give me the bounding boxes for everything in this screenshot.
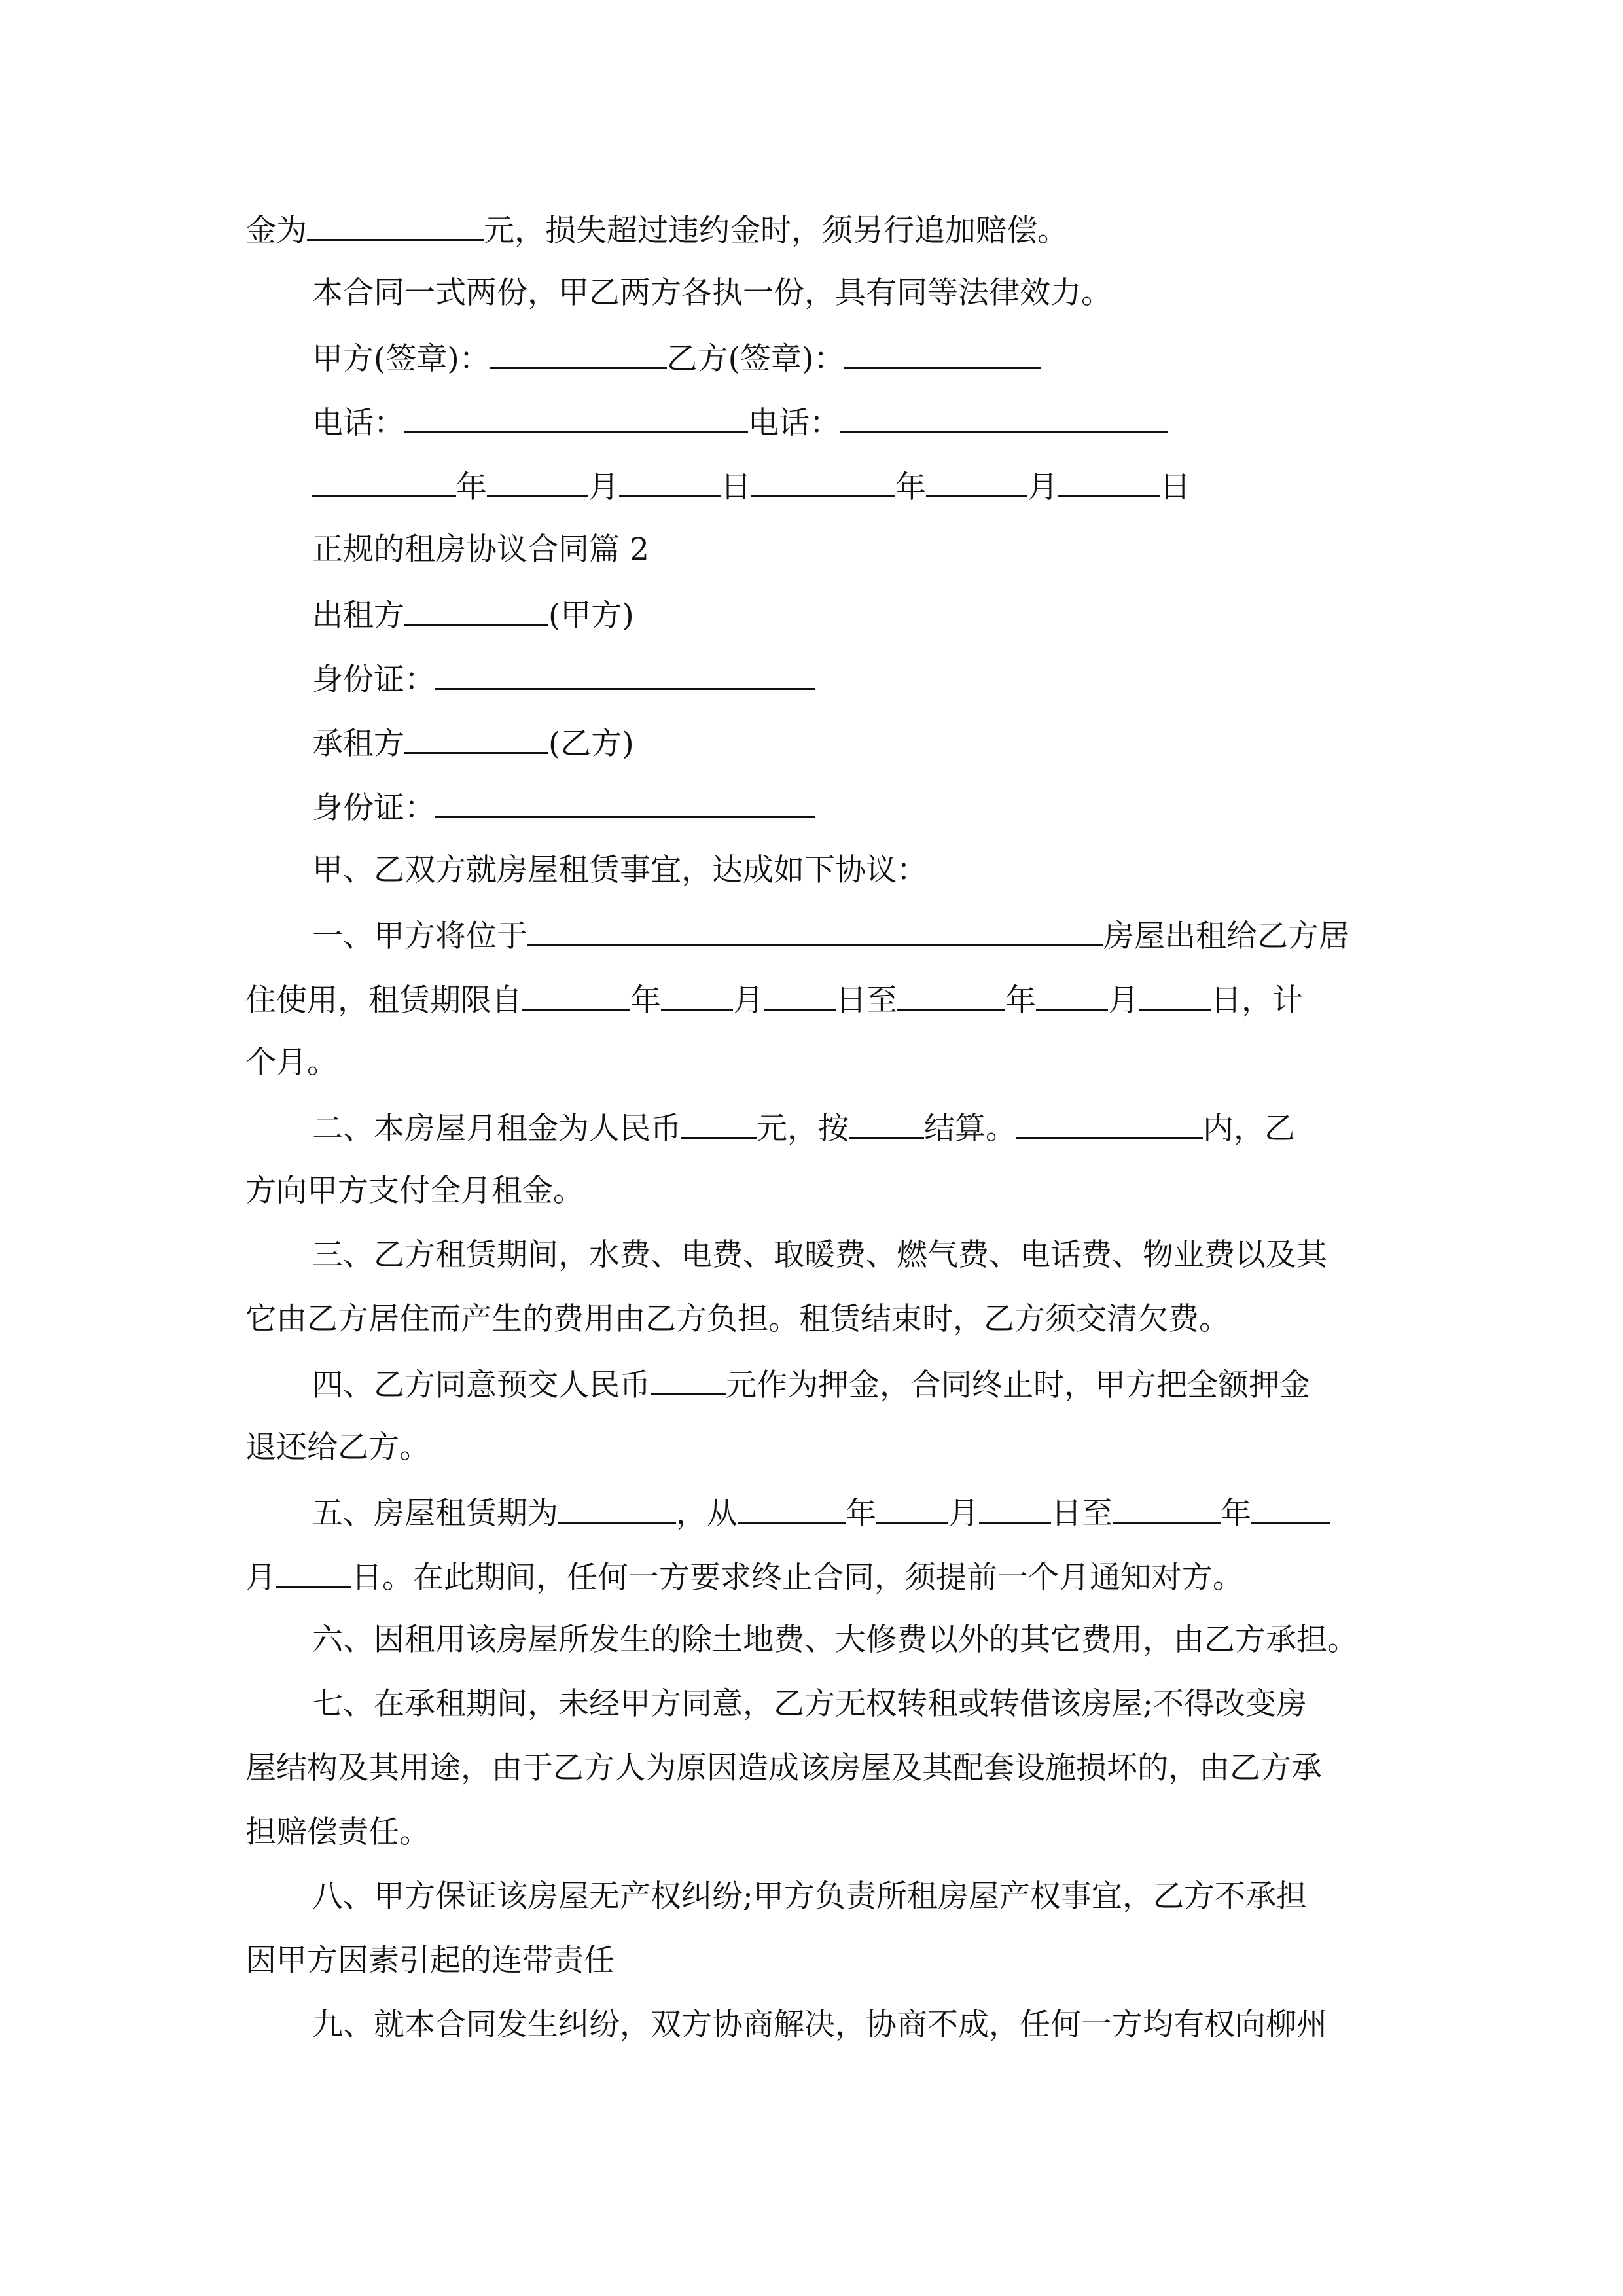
text-run: 月 — [588, 469, 619, 505]
lessor-line — [312, 594, 634, 636]
text-run: 年 — [1005, 982, 1036, 1018]
text-run: 七、在承租期间，未经甲方同意，乙方无权转租或转借该房屋;不得改变房 — [312, 1686, 1307, 1722]
fill-blank[interactable] — [1016, 1107, 1203, 1139]
text-line — [312, 851, 927, 890]
fill-blank[interactable] — [738, 1492, 846, 1524]
text-run: 年 — [895, 469, 926, 505]
fill-blank[interactable] — [404, 594, 548, 626]
text-line — [245, 1300, 1230, 1339]
text-line — [312, 2005, 1327, 2045]
fill-blank[interactable] — [840, 402, 1168, 433]
text-run: 承租方 — [312, 726, 404, 762]
text-run: 年 — [630, 982, 661, 1018]
text-run: 个月。 — [245, 1045, 338, 1081]
text-line — [245, 1428, 430, 1467]
text-run: 年 — [456, 469, 487, 505]
fill-blank[interactable] — [1251, 1492, 1330, 1524]
text-run: 甲、乙双方就房屋租赁事宜，达成如下协议： — [312, 852, 927, 888]
text-run: 月 — [948, 1496, 979, 1532]
text-run: 月 — [1108, 982, 1139, 1018]
text-run: 电话： — [748, 405, 840, 441]
fill-blank[interactable] — [764, 979, 836, 1011]
fill-blank[interactable] — [435, 658, 815, 690]
fill-blank[interactable] — [1036, 979, 1108, 1011]
text-run: 三、乙方租赁期间，水费、电费、取暖费、燃气费、电话费、物业费以及其 — [312, 1237, 1327, 1273]
fill-blank[interactable] — [522, 979, 630, 1011]
text-run: 房屋出租给乙方居 — [1103, 918, 1349, 954]
text-run: 一、甲方将位于 — [312, 918, 527, 954]
fill-blank[interactable] — [651, 1364, 726, 1395]
text-run: 元，损失超过违约金时，须另行追加赔偿。 — [484, 213, 1068, 249]
text-run: 本合同一式两份，甲乙两方各执一份，具有同等法律效力。 — [312, 275, 1112, 311]
text-run: 日至 — [836, 982, 897, 1018]
text-run: 四、乙方同意预交人民币 — [312, 1367, 651, 1403]
text-run: 它由乙方居住而产生的费用由乙方负担。租赁结束时，乙方须交清欠费。 — [245, 1301, 1230, 1337]
fill-blank[interactable] — [849, 1107, 924, 1139]
clause-2-line — [312, 1107, 1295, 1149]
fill-blank[interactable] — [876, 1492, 948, 1524]
text-run: 月 — [245, 1560, 276, 1596]
text-run: 九、就本合同发生纠纷，双方协商解决，协商不成，任何一方均有权向柳州 — [312, 2007, 1327, 2043]
id-card-line — [312, 658, 815, 700]
text-run: 身份证： — [312, 662, 435, 698]
text-run: 身份证： — [312, 790, 435, 826]
fill-blank[interactable] — [619, 466, 721, 497]
section-heading — [312, 530, 649, 569]
text-run: 结算。 — [924, 1111, 1016, 1147]
text-run: 元作为押金，合同终止时，甲方把全额押金 — [726, 1367, 1310, 1403]
text-line — [312, 274, 1112, 313]
text-line — [245, 1941, 615, 1981]
text-line — [245, 1172, 584, 1211]
text-run: 因甲方因素引起的连带责任 — [245, 1943, 615, 1979]
fill-blank[interactable] — [490, 338, 667, 369]
fill-blank[interactable] — [844, 338, 1041, 369]
id-card-line — [312, 787, 815, 828]
fill-blank[interactable] — [307, 209, 484, 241]
text-run: 退还给乙方。 — [245, 1429, 430, 1465]
text-run: (乙方) — [548, 726, 634, 762]
text-run: 担赔偿责任。 — [245, 1814, 430, 1850]
text-run: 日至 — [1051, 1496, 1113, 1532]
text-line — [245, 1813, 430, 1852]
text-line — [312, 1236, 1327, 1275]
fill-blank[interactable] — [435, 787, 815, 818]
text-line — [312, 1685, 1307, 1724]
fill-blank[interactable] — [897, 979, 1005, 1011]
fill-blank[interactable] — [276, 1556, 351, 1588]
text-run: 年 — [1221, 1496, 1251, 1532]
fill-blank[interactable] — [558, 1492, 676, 1524]
text-run: 月 — [1027, 469, 1058, 505]
lessee-line — [312, 723, 634, 764]
fill-blank[interactable] — [487, 466, 588, 497]
text-run: 甲方(签章)： — [312, 341, 490, 377]
clause-1-line — [312, 915, 1349, 956]
text-run: 二、本房屋月租金为人民币 — [312, 1111, 681, 1147]
date-line — [312, 466, 1190, 507]
text-run: 方向甲方支付全月租金。 — [245, 1173, 584, 1209]
fill-blank[interactable] — [1139, 979, 1211, 1011]
clause-5-line — [245, 1556, 1243, 1598]
text-line — [245, 1043, 338, 1083]
text-run: 日。在此期间，任何一方要求终止合同，须提前一个月通知对方。 — [351, 1560, 1243, 1596]
fill-blank[interactable] — [312, 466, 456, 497]
text-run: 五、房屋租赁期为 — [312, 1496, 558, 1532]
party-a-signature-line — [312, 338, 1041, 379]
fill-blank[interactable] — [681, 1107, 757, 1139]
text-run: (甲方) — [548, 598, 634, 634]
text-run: 乙方(签章)： — [666, 341, 845, 377]
fill-blank[interactable] — [404, 723, 548, 754]
fill-blank[interactable] — [1058, 466, 1160, 497]
text-run: 住使用，租赁期限自 — [245, 982, 522, 1018]
fill-blank[interactable] — [751, 466, 895, 497]
fill-blank[interactable] — [404, 402, 748, 433]
text-line — [245, 209, 1068, 251]
text-line — [245, 1749, 1322, 1788]
text-run: 金为 — [245, 213, 307, 249]
clause-5-line — [312, 1492, 1330, 1534]
text-run: 日 — [1160, 469, 1190, 505]
text-line — [312, 1621, 1358, 1660]
clause-1-line — [245, 979, 1303, 1020]
text-run: 六、因租用该房屋所发生的除土地费、大修费以外的其它费用，由乙方承担。 — [312, 1622, 1358, 1658]
text-run: 日，计 — [1211, 982, 1303, 1018]
text-run: 电话： — [312, 405, 404, 441]
fill-blank[interactable] — [926, 466, 1027, 497]
text-run: 屋结构及其用途，由于乙方人为原因造成该房屋及其配套设施损坏的，由乙方承 — [245, 1750, 1322, 1786]
clause-4-line — [312, 1364, 1310, 1405]
fill-blank[interactable] — [979, 1492, 1051, 1524]
text-run: ，从 — [676, 1496, 738, 1532]
fill-blank[interactable] — [527, 915, 1103, 946]
text-run: 年 — [846, 1496, 876, 1532]
text-run: 内，乙 — [1203, 1111, 1295, 1147]
text-run: 元，按 — [757, 1111, 849, 1147]
text-line — [312, 1877, 1307, 1916]
text-run: 正规的租房协议合同篇 2 — [312, 531, 649, 567]
fill-blank[interactable] — [661, 979, 733, 1011]
fill-blank[interactable] — [1113, 1492, 1221, 1524]
text-run: 日 — [721, 469, 751, 505]
text-run: 八、甲方保证该房屋无产权纠纷;甲方负责所租房屋产权事宜，乙方不承担 — [312, 1878, 1307, 1914]
text-run: 月 — [733, 982, 764, 1018]
text-run: 出租方 — [312, 598, 404, 634]
phone-line — [312, 402, 1168, 443]
